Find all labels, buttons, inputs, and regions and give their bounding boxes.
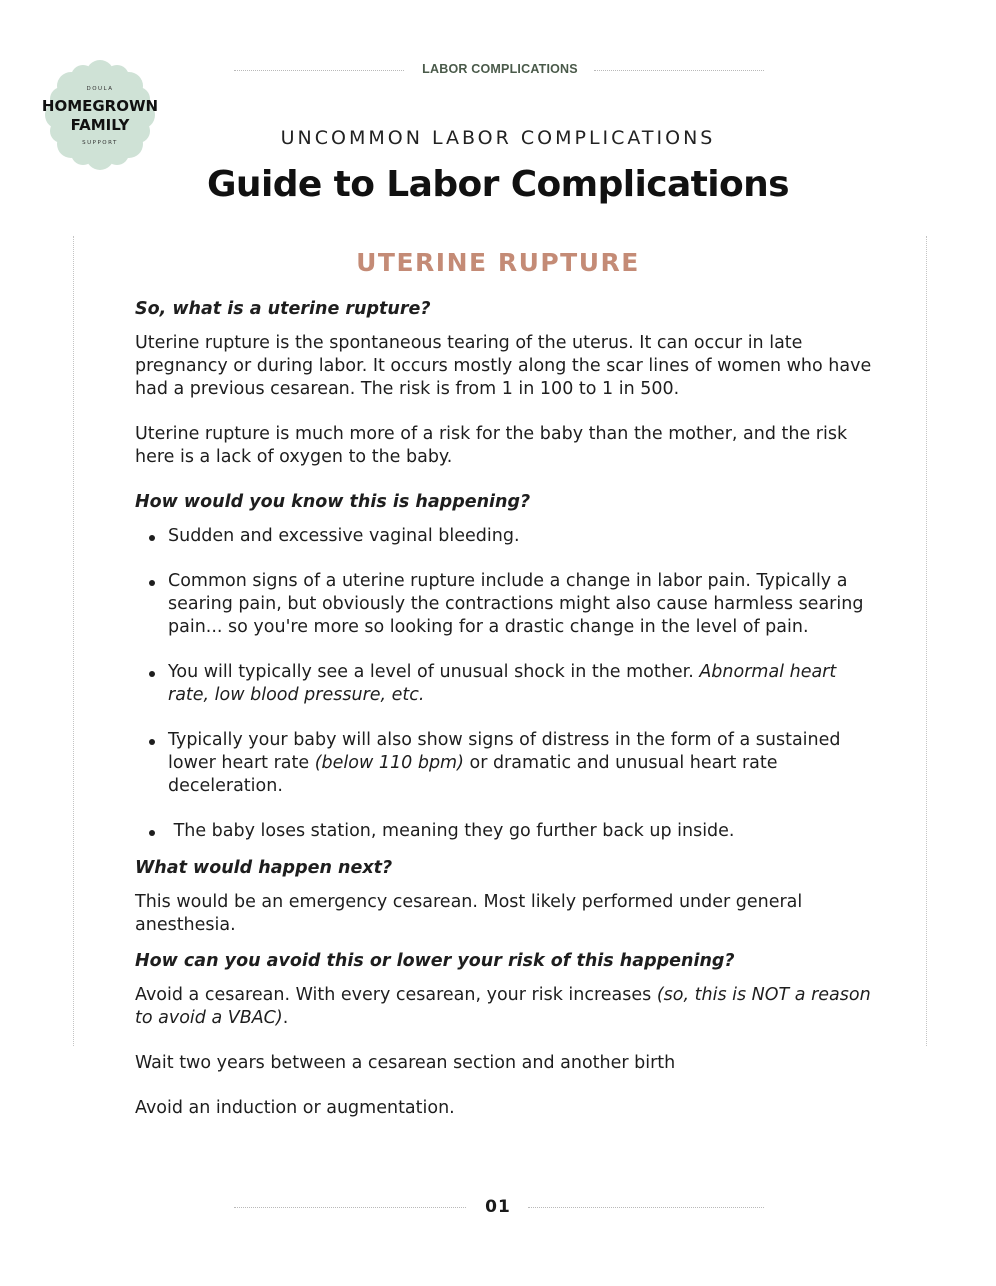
paragraph-next: This would be an emergency cesarean. Most likely performed under general anesthesia. [135,892,803,935]
list-item: Typically your baby will also show signs of distress in the form of a sustained lower heart rate (below 110 bpm) or dramatic and unusual heart rate deceleration. [168,729,875,798]
content-body [135,298,875,1142]
page-subtitle: UNCOMMON LABOR COMPLICATIONS [280,127,716,149]
paragraph-risk: Uterine rupture is much more of a risk for the baby than the mother, and the risk here is a lack of oxygen to the baby. [135,424,848,467]
page-number: 01 [485,1197,511,1217]
question-heading-what: So, what is a uterine rupture? [135,299,431,319]
header-rule-left [234,70,404,71]
paragraph-avoid-induction: Avoid an induction or augmentation. [135,1098,455,1118]
logo-top-text: DOULA [86,86,114,92]
logo-line2: FAMILY [70,116,130,134]
paragraph-wait: Wait two years between a cesarean section and another birth [135,1053,676,1073]
logo-badge-icon [45,60,155,170]
page-title: Guide to Labor Complications [206,164,790,205]
footer-rule-left [234,1207,466,1208]
list-item: Common signs of a uterine rupture include a change in labor pain. Typically a searing pain, but obviously the contractions might also cause harmless searing pain... so you're more so looking for a drastic change in the level of pain. [168,570,875,639]
list-item: Sudden and excessive vaginal bleeding. [168,525,875,548]
list-item: You will typically see a level of unusual shock in the mother. Abnormal heart rate, low blood pressure, etc. [168,661,875,707]
footer-rule-right [528,1207,764,1208]
logo-line1: HOMEGROWN [41,97,159,115]
question-heading-avoid: How can you avoid this or lower your risk of this happening? [135,951,735,971]
question-heading-next: What would happen next? [135,858,393,878]
question-heading-know: How would you know this is happening? [135,492,531,512]
homegrown-family-logo [40,58,160,173]
signs-list [135,525,875,843]
list-item: The baby loses station, meaning they go further back up inside. [168,820,875,843]
paragraph-avoid-cesarean: Avoid a cesarean. With every cesarean, your risk increases (so, this is NOT a reason to avoid a VBAC). [135,985,871,1028]
content-border-left [73,236,74,1046]
logo-bottom-text: SUPPORT [82,140,118,146]
content-border-right [926,236,927,1046]
header-label: LABOR COMPLICATIONS [422,62,578,76]
paragraph-definition: Uterine rupture is the spontaneous tearing of the uterus. It can occur in late pregnancy or during labor. It occurs mostly along the scar lines of women who have had a previous cesarean. The risk is from 1 in 100 to 1 in 500. [135,333,872,399]
section-title: UTERINE RUPTURE [356,248,640,277]
header-rule-right [594,70,764,71]
